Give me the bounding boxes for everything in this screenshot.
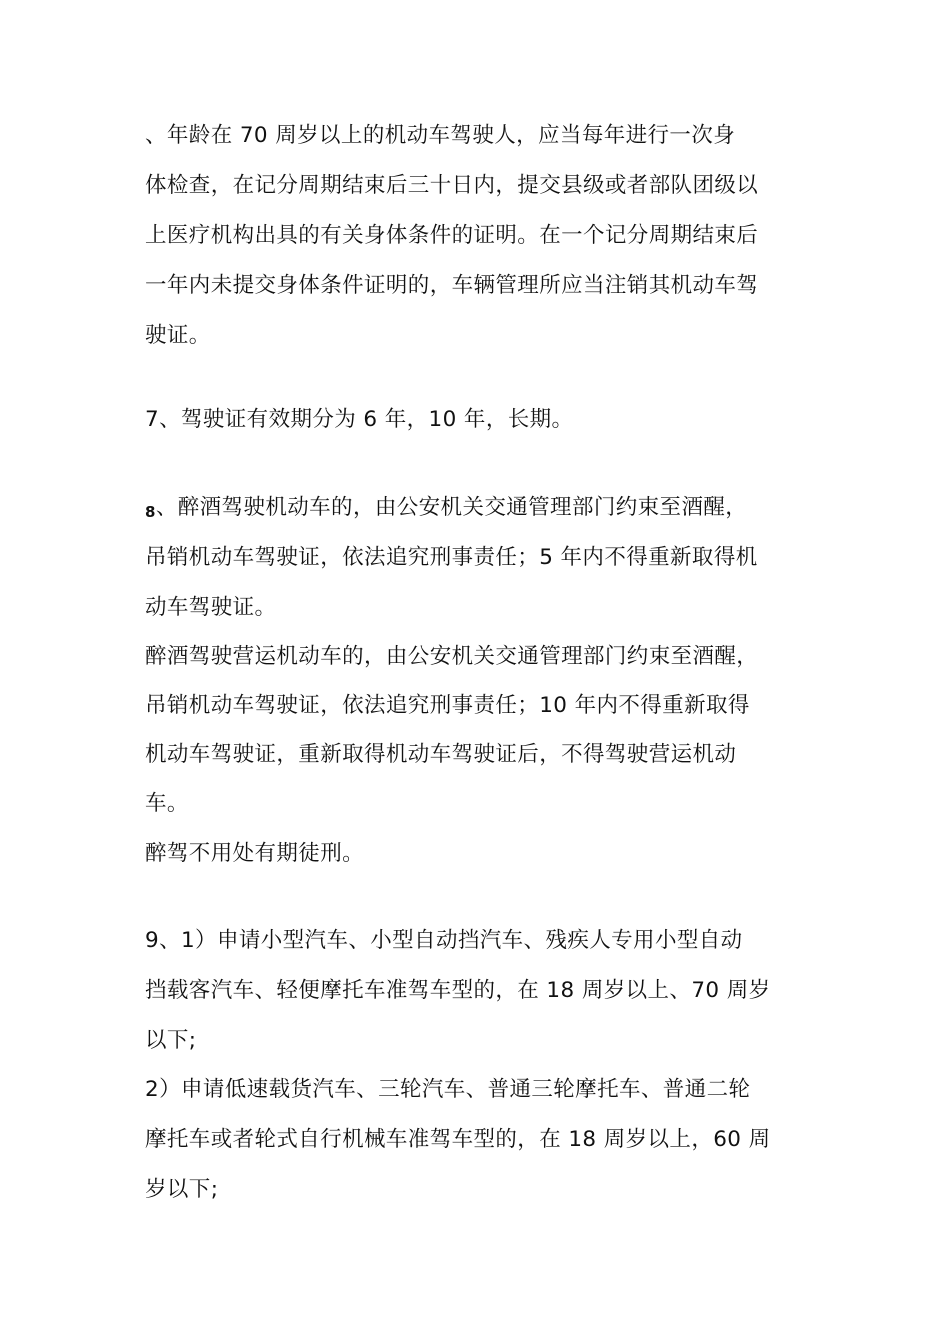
paragraph-line: 2）申请低速载货汽车、三轮汽车、普通三轮摩托车、普通二轮 (145, 1077, 751, 1102)
paragraph-line: 车。 (145, 791, 189, 816)
paragraph-line: 一年内未提交身体条件证明的，车辆管理所应当注销其机动车驾 (145, 273, 759, 298)
paragraph-line: 驶证。 (145, 323, 211, 348)
paragraph-line: 挡载客汽车、轻便摩托车准驾车型的，在 18 周岁以上、70 周岁 (145, 978, 771, 1003)
item-number: 8 (145, 503, 156, 521)
paragraph-line: 、年龄在 70 周岁以上的机动车驾驶人，应当每年进行一次身 (145, 123, 736, 148)
paragraph-line: 7、驾驶证有效期分为 6 年，10 年，长期。 (145, 407, 574, 432)
paragraph-line: 9、1）申请小型汽车、小型自动挡汽车、残疾人专用小型自动 (145, 928, 743, 953)
paragraph-line: 以下; (145, 1028, 197, 1053)
paragraph-line: 体检查，在记分周期结束后三十日内，提交县级或者部队团级以 (145, 173, 759, 198)
paragraph-line: 摩托车或者轮式自行机械车准驾车型的，在 18 周岁以上，60 周 (145, 1127, 771, 1152)
paragraph-line (145, 493, 747, 524)
paragraph-line: 醉酒驾驶营运机动车的，由公安机关交通管理部门约束至酒醒， (145, 644, 759, 669)
paragraph-line: 机动车驾驶证，重新取得机动车驾驶证后，不得驾驶营运机动 (145, 742, 737, 767)
paragraph-text: 、醉酒驾驶机动车的，由公安机关交通管理部门约束至酒醒， (155, 495, 748, 520)
paragraph-line: 上医疗机构出具的有关身体条件的证明。在一个记分周期结束后 (145, 223, 759, 248)
paragraph-line: 动车驾驶证。 (145, 595, 277, 620)
paragraph-line: 吊销机动车驾驶证，依法追究刑事责任；5 年内不得重新取得机 (145, 545, 758, 570)
paragraph-line: 吊销机动车驾驶证，依法追究刑事责任；10 年内不得重新取得 (145, 693, 750, 718)
paragraph-line: 醉驾不用处有期徒刑。 (145, 841, 365, 866)
paragraph-line: 岁以下; (145, 1177, 219, 1202)
